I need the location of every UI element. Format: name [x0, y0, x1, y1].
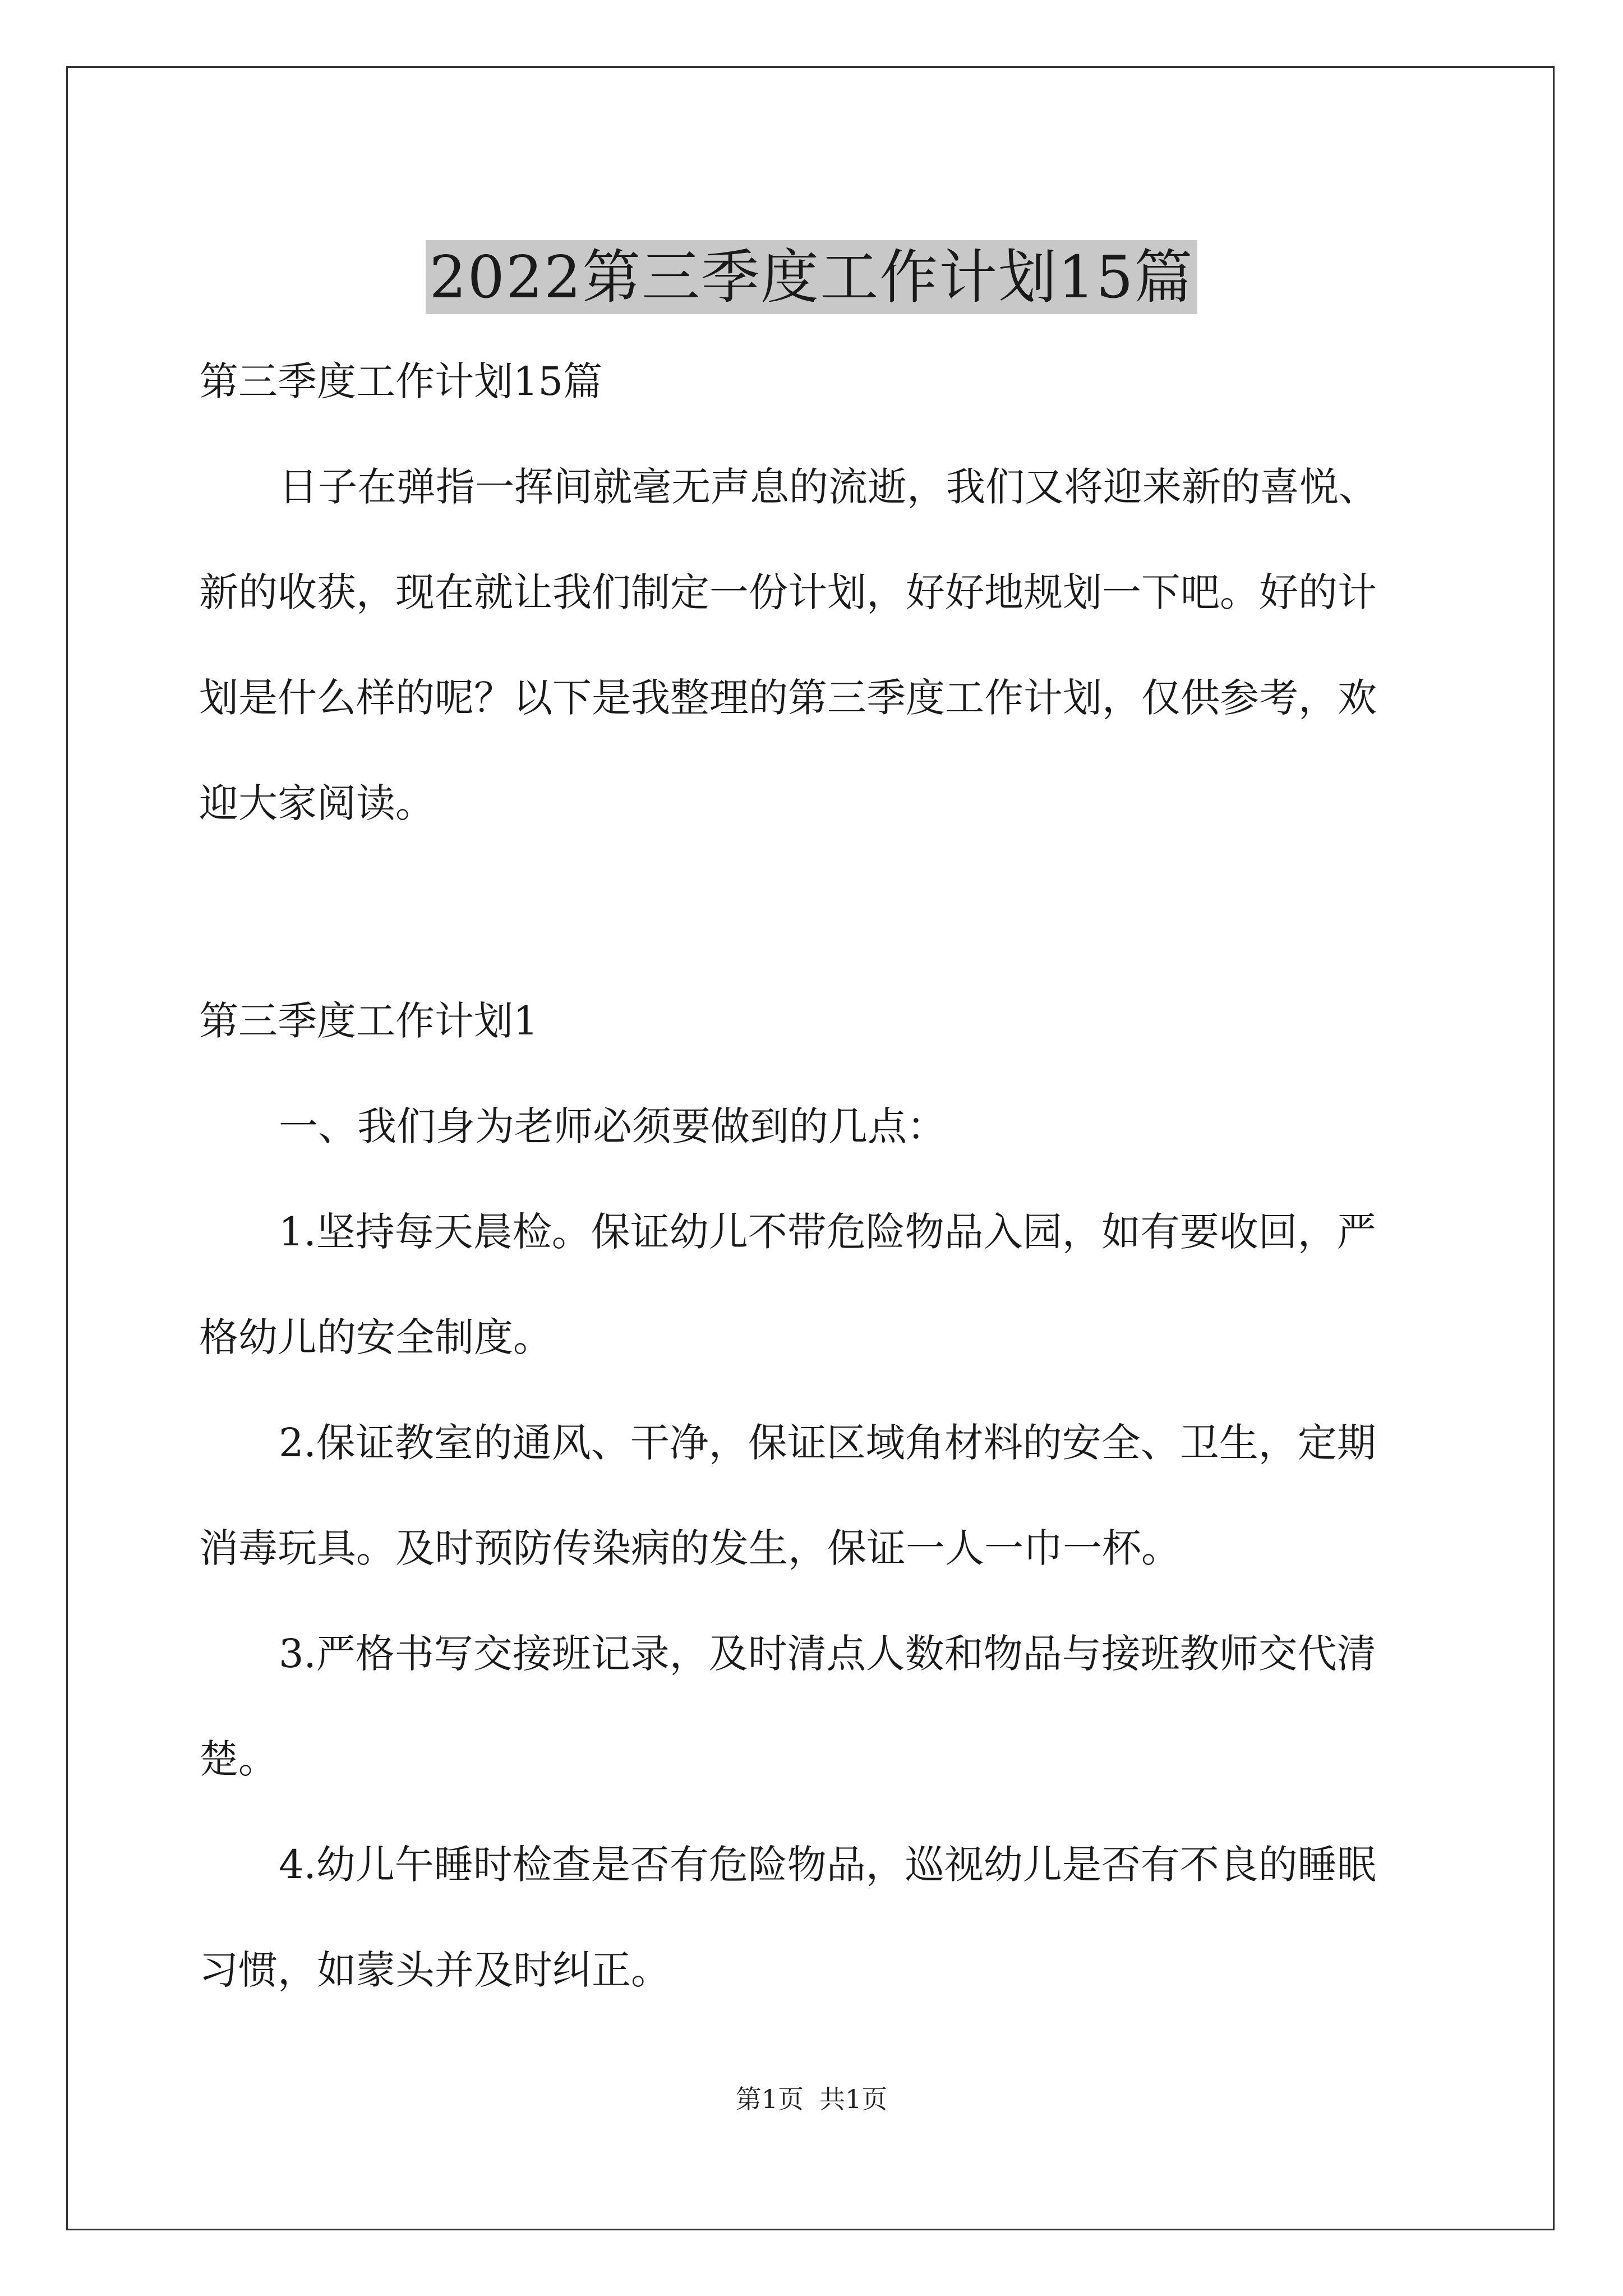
paragraph-line: 日子在弹指一挥间就毫无声息的流逝，我们又将迎来新的喜悦、 — [279, 464, 1378, 510]
page-number: 第1页 — [735, 2084, 804, 2114]
title-container — [0, 201, 1623, 353]
paragraph-line: 习惯，如蒙头并及时纠正。 — [199, 1947, 670, 1993]
page-footer — [0, 2082, 1623, 2116]
paragraph-line: 迎大家阅读。 — [199, 780, 435, 826]
paragraph-line: 格幼儿的安全制度。 — [199, 1314, 552, 1360]
paragraph-line: 楚。 — [199, 1736, 278, 1782]
paragraph-line: 3.严格书写交接班记录，及时清点人数和物品与接班教师交代清 — [279, 1631, 1376, 1677]
paragraph-line: 新的收获，现在就让我们制定一份计划，好好地规划一下吧。好的计 — [199, 569, 1377, 615]
section-heading: 第三季度工作计划1 — [199, 998, 538, 1044]
paragraph-line: 1.坚持每天晨检。保证幼儿不带危险物品入园，如有要收回，严 — [279, 1209, 1376, 1255]
paragraph-line: 2.保证教室的通风、干净，保证区域角材料的安全、卫生，定期 — [279, 1420, 1376, 1466]
paragraph-line: 划是什么样的呢？以下是我整理的第三季度工作计划，仅供参考，欢 — [199, 675, 1377, 721]
page-total: 共1页 — [819, 2084, 888, 2114]
paragraph-line: 一、我们身为老师必须要做到的几点： — [279, 1103, 946, 1149]
paragraph-line: 消毒玩具。及时预防传染病的发生，保证一人一巾一杯。 — [199, 1525, 1181, 1571]
subtitle-line: 第三季度工作计划15篇 — [199, 358, 603, 404]
paragraph-line: 4.幼儿午睡时检查是否有危险物品，巡视幼儿是否有不良的睡眠 — [279, 1842, 1376, 1888]
document-title: 2022第三季度工作计划15篇 — [426, 240, 1197, 314]
